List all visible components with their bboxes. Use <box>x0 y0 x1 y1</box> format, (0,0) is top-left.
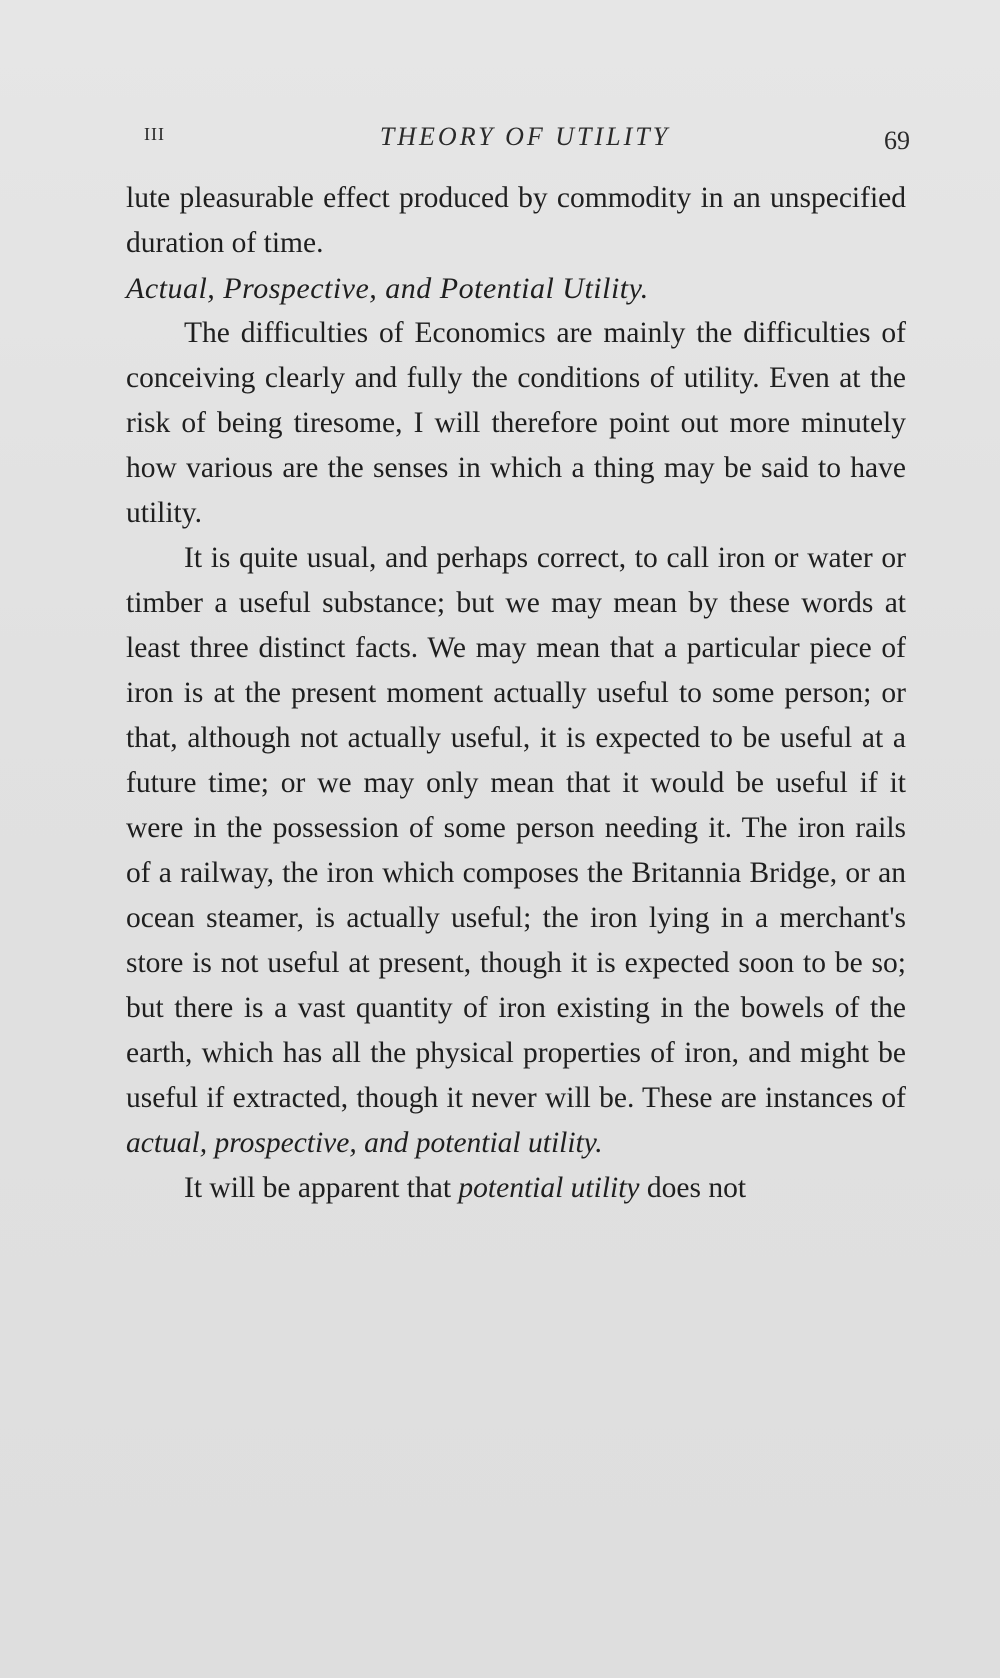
body-text <box>126 176 906 1211</box>
continued-paragraph: lute pleasurable effect produced by commodity in an unspecified duration of time. <box>126 182 906 259</box>
paragraph-difficulties: The difficulties of Economics are mainly the difficulties of conceiving clearly and fully the conditions of utility. Even at the risk of being tiresome, I will therefore point out more minutely how various are the senses in which a thing may be said to have utility. <box>126 317 906 529</box>
emphasis-potential-utility: potential utility <box>458 1172 640 1204</box>
running-title: THEORY OF UTILITY <box>379 122 671 151</box>
section-heading: Actual, Prospective, and Potential Utility. <box>126 272 649 305</box>
paragraph-potential-utility-start: It will be apparent that <box>184 1172 452 1204</box>
paragraph-iron-utility <box>126 536 906 1166</box>
running-header <box>140 122 910 162</box>
paragraph-potential-utility-end: does not <box>646 1172 747 1204</box>
paragraph-iron-utility-text: It is quite usual, and perhaps correct, to call iron or water or timber a useful substance; but we may mean by these words at least three distinct facts. We may mean that a particular piece of iron is at the present moment actually useful to some person; or that, although not actually useful, it is expected to be useful at a future time; or we may only mean that it would be useful if it were in the possession of some person needing it. The iron rails of a railway, the iron which composes the Britannia Bridge, or an ocean steamer, is actually useful; the iron lying in a merchant's store is not useful at present, though it is expected soon to be so; but there is a vast quantity of iron existing in the bowels of the earth, which has all the physical properties of iron, and might be useful if extracted, though it never will be. These are instances of <box>126 542 906 1114</box>
paragraph-potential-utility <box>126 1166 906 1211</box>
chapter-number: III <box>144 124 165 144</box>
emphasis-utility-types: actual, prospective, and potential utility. <box>126 1127 603 1159</box>
page-number: 69 <box>884 126 910 155</box>
